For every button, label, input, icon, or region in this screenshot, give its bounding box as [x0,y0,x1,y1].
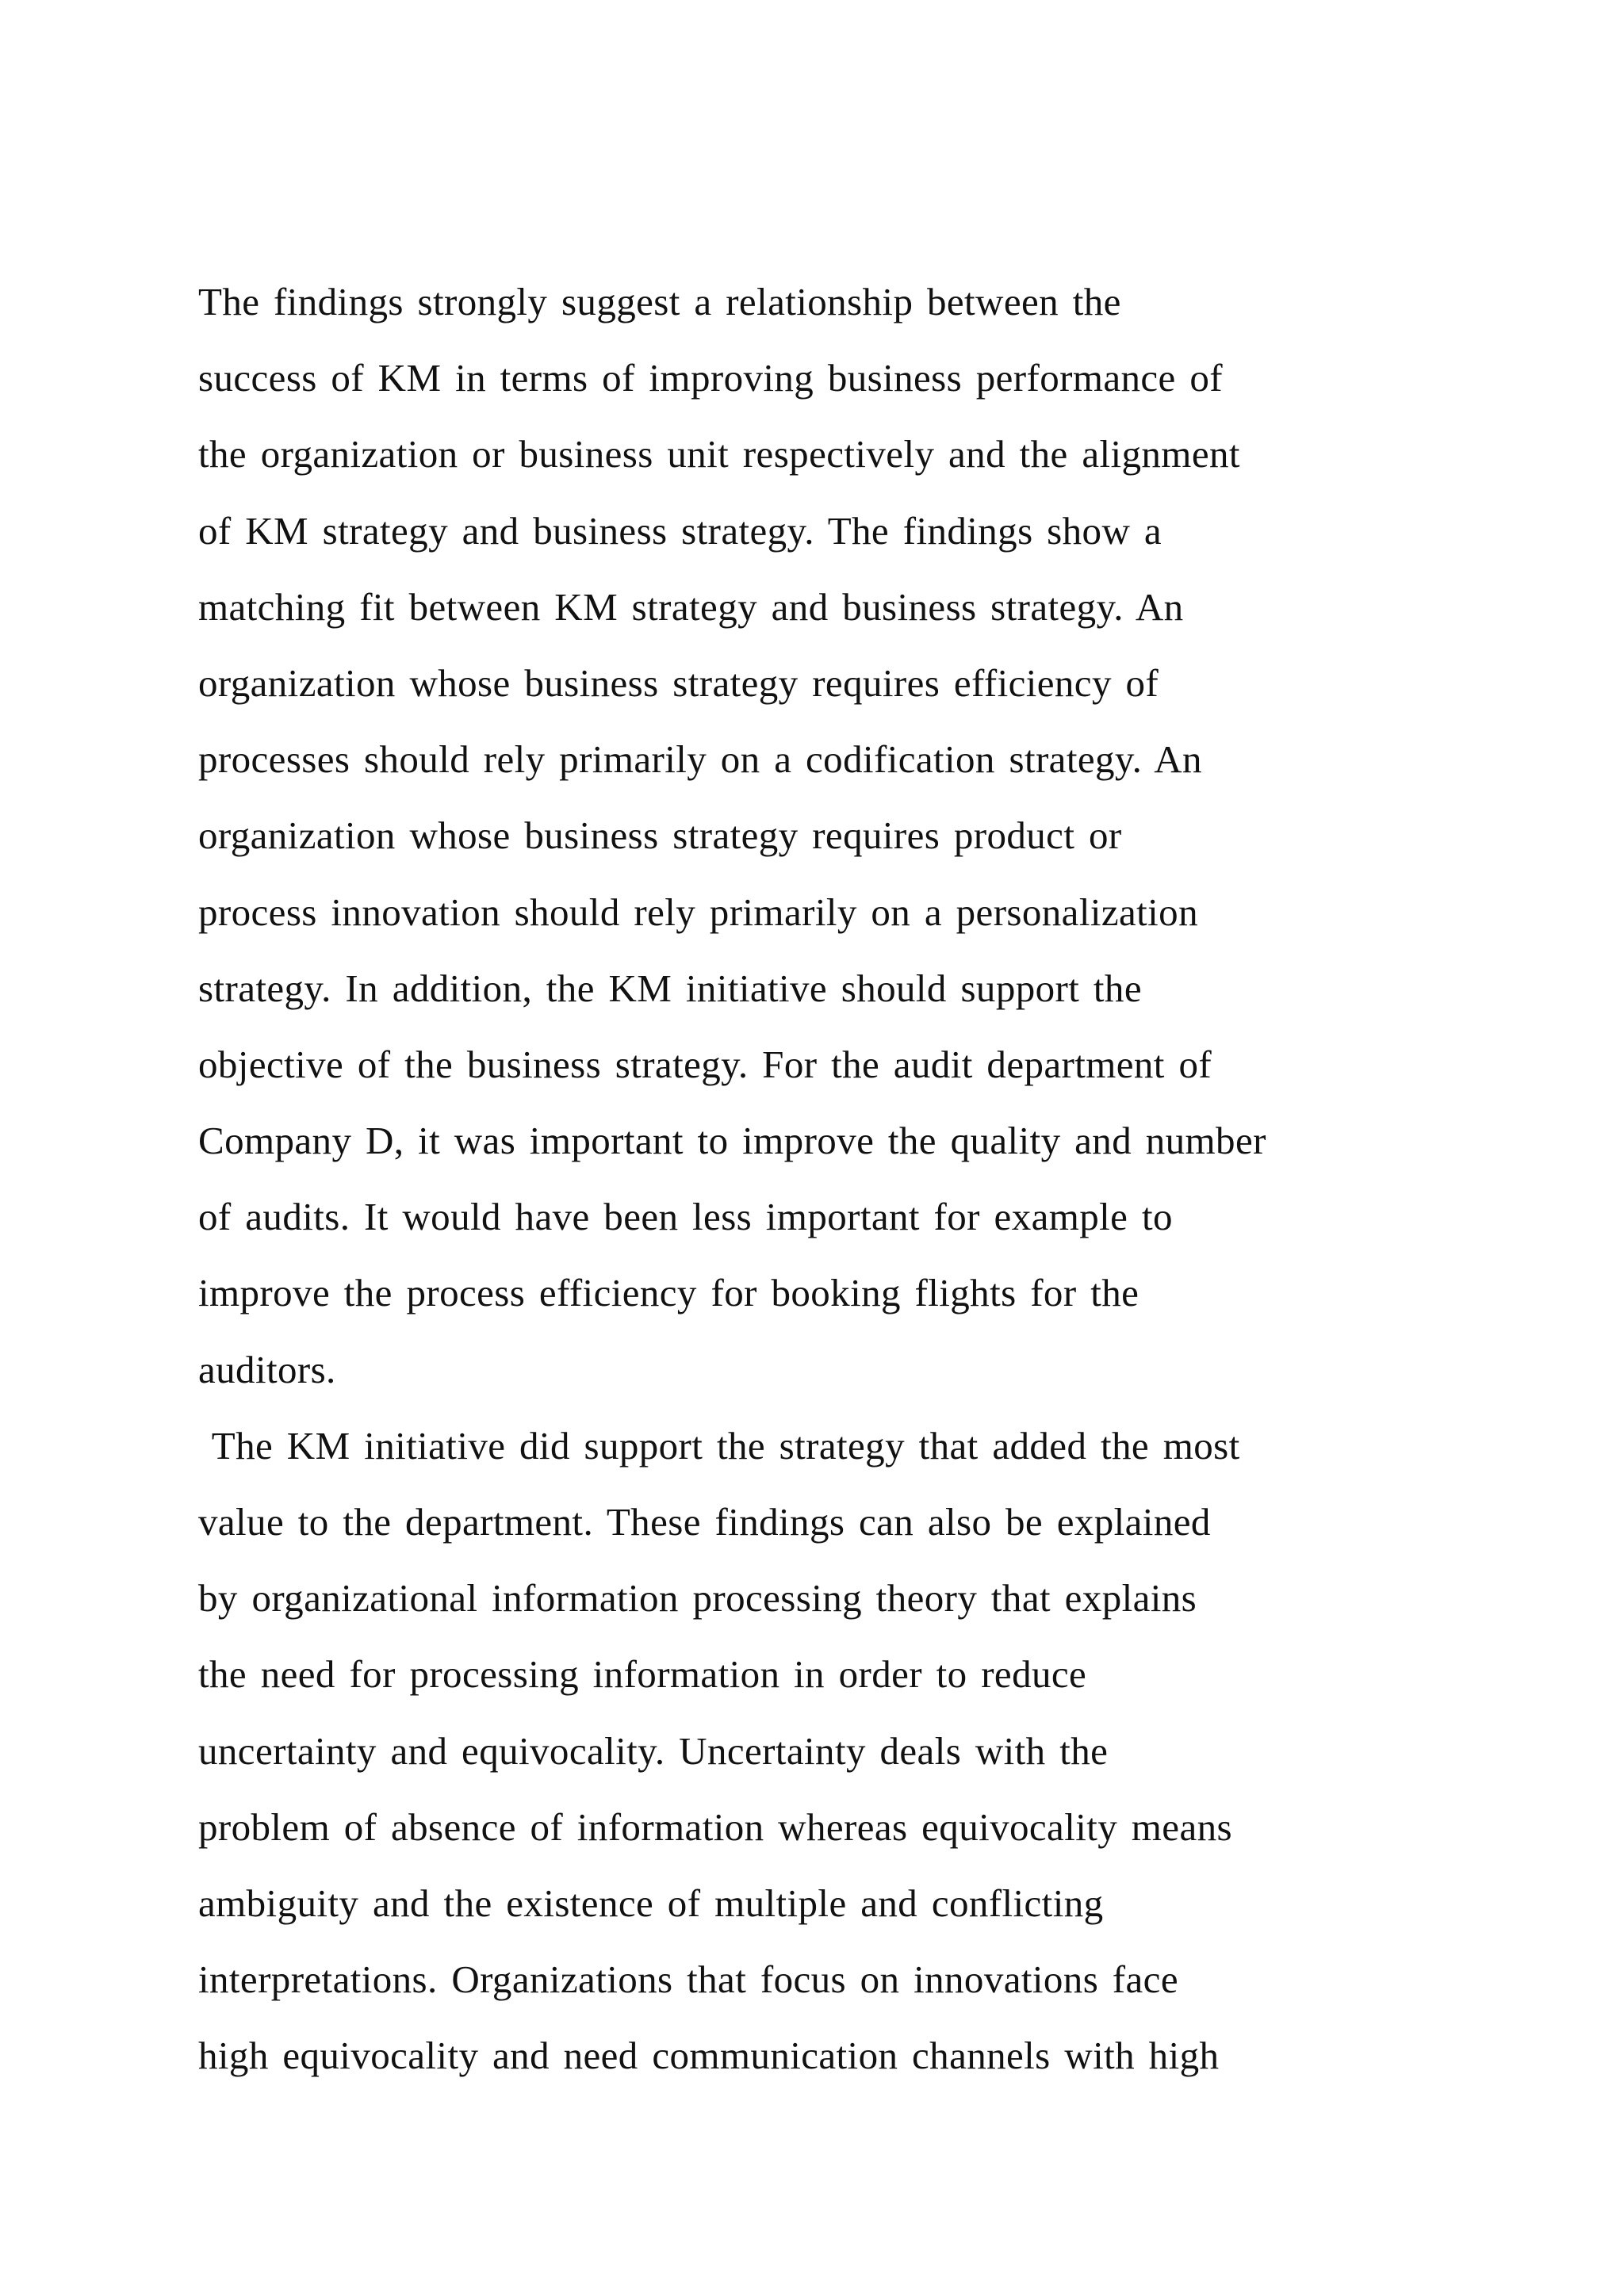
text-line: the organization or business unit respectively and the alignment [198,432,1240,476]
body-text [198,264,1435,2095]
text-line: matching fit between KM strategy and business strategy. An [198,584,1184,629]
text-line: organization whose business strategy requires efficiency of [198,660,1159,705]
text-line: value to the department. These findings can also be explained [198,1500,1211,1544]
text-line: by organizational information processing theory that explains [198,1576,1197,1621]
text-line: interpretations. Organizations that focus on innovations face [198,1957,1178,2002]
text-line: process innovation should rely primarily on a personalization [198,890,1198,934]
text-line: The findings strongly suggest a relationship between the [198,280,1121,323]
text-line: ambiguity and the existence of multiple and conflicting [198,1881,1104,1925]
text-line: success of KM in terms of improving business performance of [198,356,1223,400]
text-line: processes should rely primarily on a codification strategy. An [198,737,1202,782]
text-line: auditors. [198,1347,336,1391]
text-line: improve the process efficiency for booking flights for the [198,1271,1139,1315]
text-line: The KM initiative did support the strategy that added the most [198,1423,1240,1468]
text-line: of KM strategy and business strategy. The findings show a [198,508,1162,553]
text-line: problem of absence of information whereas equivocality means [198,1804,1232,1849]
text-line: of audits. It would have been less important for example to [198,1195,1173,1239]
text-line: Company D, it was important to improve the quality and number [198,1119,1266,1163]
text-line: the need for processing information in order to reduce [198,1652,1087,1697]
text-line: organization whose business strategy requires product or [198,813,1122,858]
text-line: objective of the business strategy. For the audit department of [198,1042,1212,1086]
text-line: strategy. In addition, the KM initiative should support the [198,966,1142,1010]
text-line: high equivocality and need communication channels with high [198,2034,1220,2078]
text-line: uncertainty and equivocality. Uncertainty deals with the [198,1728,1109,1773]
